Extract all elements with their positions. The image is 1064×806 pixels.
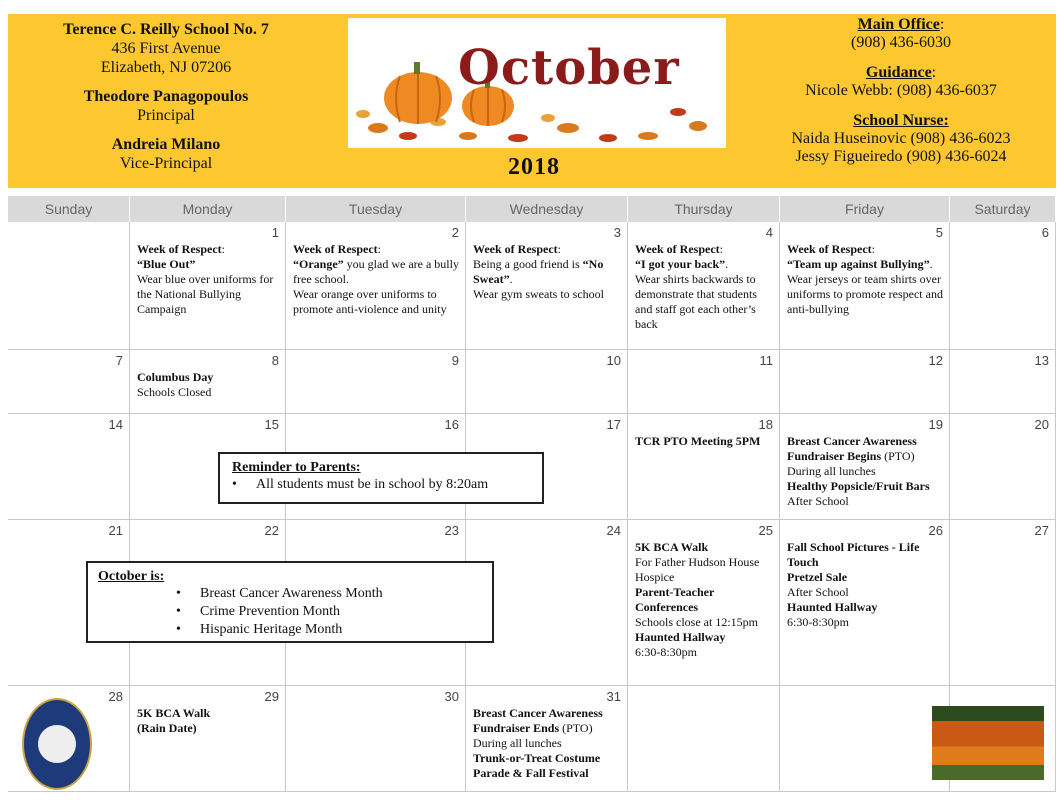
event-title-3: Haunted Hallway: [635, 630, 726, 644]
october-is-item: • Hispanic Heritage Month: [176, 621, 482, 639]
date-number: 29: [264, 689, 279, 704]
date-number: 12: [928, 353, 943, 368]
school-info: [16, 20, 316, 173]
main-office-phone: (908) 436-6030: [851, 34, 951, 51]
date-number: 27: [1034, 523, 1049, 538]
school-name: Terence C. Reilly School No. 7: [63, 21, 269, 38]
date-number: 19: [928, 417, 943, 432]
event-desc: Schools Closed: [137, 385, 212, 399]
event-desc-2: After School: [787, 494, 849, 508]
nurse-2: Jessy Figueiredo (908) 436-6024: [795, 148, 1007, 165]
date-number: 2: [451, 225, 459, 240]
date-number: 7: [115, 353, 123, 368]
blue-ribbon-seal: [22, 698, 92, 790]
event-theme-pre: Being a good friend is: [473, 257, 583, 271]
october-is-item: • Breast Cancer Awareness Month: [176, 585, 482, 603]
day-header: Sunday: [8, 196, 129, 222]
date-number: 24: [606, 523, 621, 538]
date-number: 4: [765, 225, 773, 240]
date-number: 5: [935, 225, 943, 240]
october-logo: [348, 18, 726, 148]
day-header: Thursday: [628, 196, 779, 222]
event-title: Week of Respect: [137, 242, 222, 256]
event-desc: Wear blue over uniforms for the National Bullying Campaign: [137, 272, 274, 316]
event-title-3: Haunted Hallway: [787, 600, 878, 614]
principal-title: Principal: [137, 107, 195, 124]
guidance-colon: :: [931, 64, 937, 81]
day-cell: [780, 686, 950, 792]
date-number: 31: [606, 689, 621, 704]
day-cell: [950, 520, 1056, 686]
date-number: 15: [264, 417, 279, 432]
event-desc: Wear gym sweats to school: [473, 287, 605, 301]
event-content: [635, 242, 773, 332]
event-title: Breast Cancer Awareness Fundraiser Ends: [473, 706, 603, 735]
event-theme: “I got your back”: [635, 257, 726, 271]
month-title: October: [458, 40, 680, 96]
date-number: 14: [108, 417, 123, 432]
day-cell: [780, 520, 950, 686]
day-cell: [628, 520, 780, 686]
date-number: 10: [606, 353, 621, 368]
event-title: Week of Respect: [787, 242, 872, 256]
day-cell: [286, 686, 466, 792]
date-number: 30: [444, 689, 459, 704]
event-theme-end: .: [509, 272, 513, 286]
date-number: 23: [444, 523, 459, 538]
event-desc-3: 6:30-8:30pm: [787, 615, 849, 629]
date-number: 8: [271, 353, 279, 368]
day-cell: [8, 222, 130, 350]
event-desc: (Rain Date): [137, 721, 197, 735]
event-colon: :: [871, 242, 875, 256]
principal-name: Theodore Panagopoulos: [83, 88, 249, 105]
pumpkin-photo: [932, 706, 1044, 780]
event-desc: After School: [787, 585, 849, 599]
date-number: 3: [613, 225, 621, 240]
header-banner: [8, 14, 1056, 188]
event-content: [787, 540, 943, 630]
day-cell: [780, 414, 950, 520]
date-number: 18: [758, 417, 773, 432]
vp-name: Andreia Milano: [111, 136, 221, 153]
event-desc: Wear shirts backwards to demonstrate that students and staff got each other’s back: [635, 272, 757, 331]
day-cell: [780, 350, 950, 414]
event-theme: “Orange”: [293, 257, 344, 271]
event-content: [787, 242, 943, 317]
date-number: 16: [444, 417, 459, 432]
date-number: 21: [108, 523, 123, 538]
date-number: 28: [108, 689, 123, 704]
event-content: [293, 242, 459, 317]
day-header: Saturday: [950, 196, 1055, 222]
date-number: 17: [606, 417, 621, 432]
event-desc-3: 6:30-8:30pm: [635, 645, 697, 659]
event-title: 5K BCA Walk: [137, 706, 211, 720]
nurse-label: School Nurse:: [853, 112, 949, 129]
day-cell: [130, 350, 286, 414]
date-number: 9: [451, 353, 459, 368]
main-office-label: Main Office: [857, 16, 940, 33]
event-theme-end: .: [725, 257, 729, 271]
day-cell: [950, 414, 1056, 520]
day-cell: [286, 350, 466, 414]
day-cell: [130, 686, 286, 792]
event-desc: For Father Hudson House Hospice: [635, 555, 760, 584]
reminder-title: Reminder to Parents:: [232, 460, 361, 475]
october-is-item: • Crime Prevention Month: [176, 603, 482, 621]
event-title: Week of Respect: [293, 242, 378, 256]
day-cell: [466, 350, 628, 414]
date-number: 22: [264, 523, 279, 538]
date-number: 1: [271, 225, 279, 240]
guidance-line: Nicole Webb: (908) 436-6037: [805, 82, 997, 99]
october-is-title: October is:: [98, 569, 165, 584]
main-office-colon: :: [939, 16, 945, 33]
school-address-1: 436 First Avenue: [111, 40, 221, 57]
guidance-label: Guidance: [865, 64, 932, 81]
day-cell: [628, 686, 780, 792]
event-colon: :: [719, 242, 723, 256]
event-content: [137, 370, 279, 400]
event-content: [137, 706, 279, 736]
event-desc-2: Schools close at 12:15pm: [635, 615, 758, 629]
event-title: TCR PTO Meeting 5PM: [635, 434, 761, 448]
reminder-box: [218, 452, 544, 504]
event-org: (PTO): [559, 721, 593, 735]
day-cell: [950, 222, 1056, 350]
date-number: 25: [758, 523, 773, 538]
school-address-2: Elizabeth, NJ 07206: [100, 59, 232, 76]
day-header: Tuesday: [286, 196, 465, 222]
event-title: Fall School Pictures - Life Touch: [787, 540, 920, 569]
event-content: [137, 242, 279, 317]
event-theme-end: .: [929, 257, 933, 271]
day-header: Wednesday: [466, 196, 627, 222]
vp-title: Vice-Principal: [119, 155, 213, 172]
event-content: [635, 434, 773, 449]
event-colon: :: [557, 242, 561, 256]
day-cell: [130, 222, 286, 350]
day-cell: [286, 222, 466, 350]
day-cell: [780, 222, 950, 350]
event-title-2: Pretzel Sale: [787, 570, 848, 584]
day-cell: [628, 414, 780, 520]
event-title: 5K BCA Walk: [635, 540, 709, 554]
event-desc: Wear jerseys or team shirts over uniforms to promote respect and anti-bullying: [787, 272, 943, 316]
event-desc: Wear orange over uniforms to promote anti-violence and unity: [293, 287, 447, 316]
day-cell: [466, 222, 628, 350]
day-cell: [8, 350, 130, 414]
event-title: Breast Cancer Awareness Fundraiser Begins: [787, 434, 917, 463]
event-title-2: Parent-Teacher Conferences: [635, 585, 715, 614]
event-content: [473, 242, 621, 302]
contacts: [748, 16, 1054, 166]
october-is-box: [86, 561, 494, 643]
date-number: 26: [928, 523, 943, 538]
date-number: 6: [1041, 225, 1049, 240]
day-header: Friday: [780, 196, 949, 222]
date-number: 13: [1034, 353, 1049, 368]
event-content: [787, 434, 943, 509]
event-desc: During all lunches: [473, 736, 562, 750]
event-title: Week of Respect: [473, 242, 558, 256]
day-cell: [8, 414, 130, 520]
event-content: [635, 540, 773, 660]
event-title: Columbus Day: [137, 370, 214, 384]
event-org: (PTO): [881, 449, 915, 463]
day-cell: [628, 222, 780, 350]
event-theme-rest: you glad we are a bully free school.: [293, 257, 459, 286]
date-number: 11: [759, 353, 773, 368]
date-number: 20: [1034, 417, 1049, 432]
event-title-2: Trunk-or-Treat Costume Parade & Fall Festival: [473, 751, 601, 780]
day-cell: [628, 350, 780, 414]
event-theme: “Blue Out”: [137, 257, 196, 271]
event-colon: :: [221, 242, 225, 256]
event-title-2: Healthy Popsicle/Fruit Bars: [787, 479, 930, 493]
event-desc: During all lunches: [787, 464, 876, 478]
day-header: Monday: [130, 196, 285, 222]
event-colon: :: [377, 242, 381, 256]
day-cell: [950, 350, 1056, 414]
nurse-1: Naida Huseinovic (908) 436-6023: [791, 130, 1011, 147]
reminder-item: • All students must be in school by 8:20am: [232, 476, 530, 494]
year-label: 2018: [508, 154, 560, 180]
event-theme: “Team up against Bullying”: [787, 257, 930, 271]
event-title: Week of Respect: [635, 242, 720, 256]
event-content: [473, 706, 621, 781]
event-theme: “No Sweat”: [473, 257, 604, 286]
day-cell: [466, 686, 628, 792]
